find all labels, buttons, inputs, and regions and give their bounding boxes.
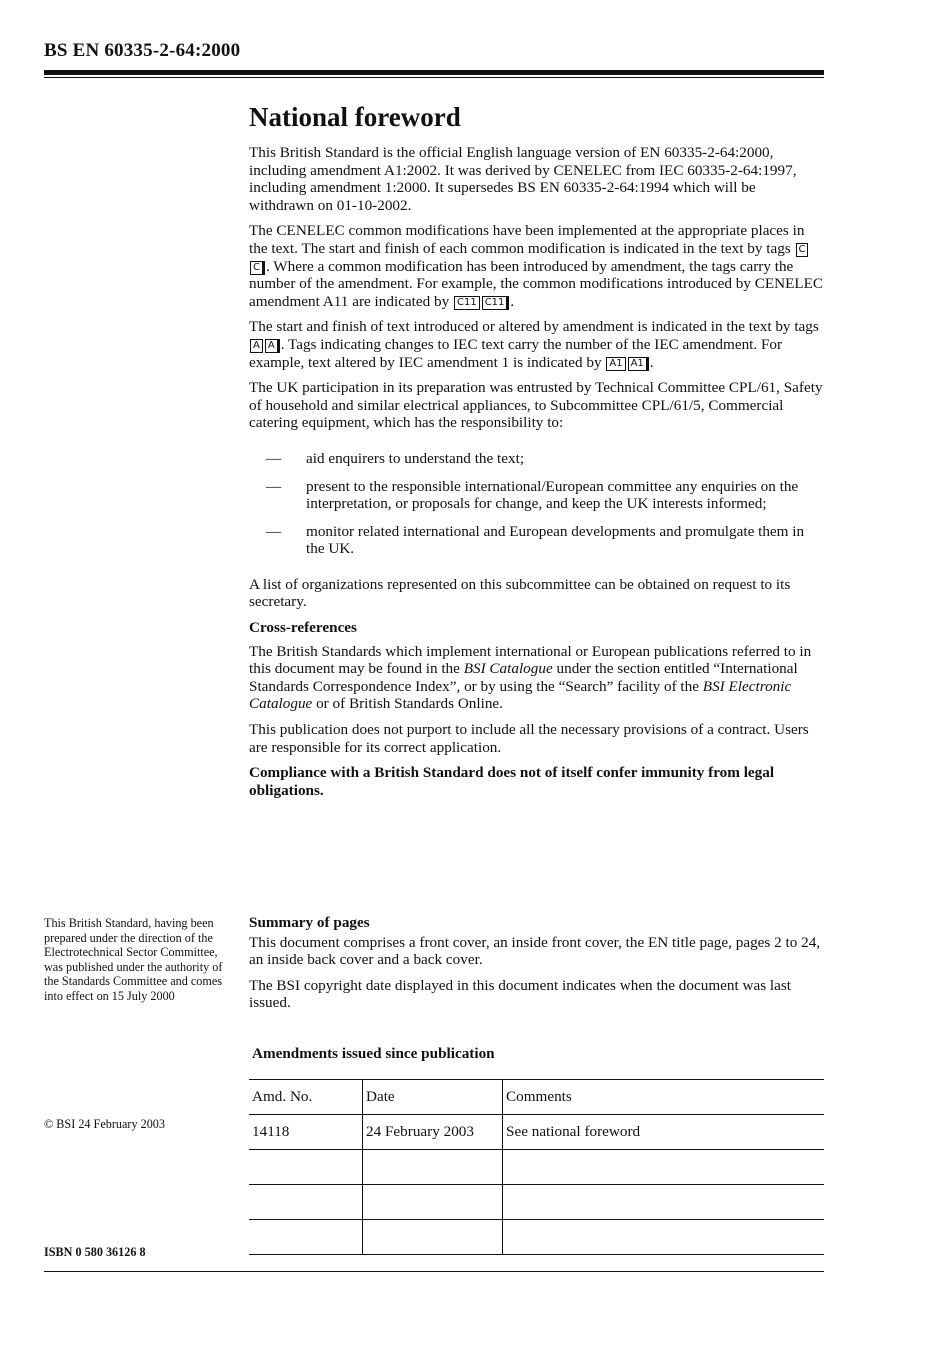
table-cell bbox=[503, 1220, 825, 1255]
tag-a-close: A bbox=[265, 339, 280, 353]
list-item bbox=[249, 450, 824, 468]
table-cell: See national foreword bbox=[503, 1115, 825, 1150]
text-run: under the section entitled “International Standards Correspondence Index”, or by using the “Search” facility of the bbox=[249, 660, 798, 695]
paragraph-cenelec-modifications bbox=[249, 222, 824, 310]
text-run: The CENELEC common modifications have been implemented at the appropriate places in the text. The start and finish of each common modification is indicated in the text by tags bbox=[249, 222, 805, 257]
paragraph-organizations: A list of organizations represented on this subcommittee can be obtained on request to its secretary. bbox=[249, 575, 791, 611]
list-item-text: present to the responsible international/European committee any enquiries on the interpretation, or proposals for change, and keep the UK interests informed; bbox=[306, 477, 799, 513]
amendments-table bbox=[249, 1079, 824, 1255]
bsi-catalogue-title: BSI Catalogue bbox=[463, 660, 553, 678]
amendments-title: Amendments issued since publication bbox=[252, 1045, 495, 1062]
table-cell: 14118 bbox=[249, 1115, 363, 1150]
table-cell bbox=[363, 1220, 503, 1255]
table-cell bbox=[249, 1150, 363, 1185]
header-rule-thin bbox=[44, 77, 824, 78]
table-cell bbox=[503, 1150, 825, 1185]
cross-references-heading: Cross-references bbox=[249, 619, 357, 637]
summary-paragraph-pages: This document comprises a front cover, an inside front cover, the EN title page, pages 2 to 24, an inside back cover and a back cover. bbox=[249, 933, 821, 969]
tag-c11-close: C11 bbox=[482, 296, 510, 310]
list-item-text: aid enquirers to understand the text; bbox=[306, 449, 525, 467]
header-rule-thick bbox=[44, 70, 824, 75]
table-cell bbox=[363, 1150, 503, 1185]
tag-a-open: A bbox=[250, 339, 263, 353]
text-run: or of British Standards Online. bbox=[312, 695, 503, 713]
text-run: . Where a common modification has been introduced by amendment, the tags carry the number of the amendment. For example, the common modifications introduced by CENELEC amendment A11 are indicated by bbox=[249, 257, 824, 310]
table-cell bbox=[363, 1185, 503, 1220]
table-header-row bbox=[249, 1080, 824, 1115]
footer-rule bbox=[44, 1271, 824, 1272]
table-cell bbox=[503, 1185, 825, 1220]
column-header-amd-no: Amd. No. bbox=[249, 1080, 363, 1115]
tag-c11-open: C11 bbox=[454, 296, 480, 310]
paragraph-provisions: This publication does not purport to include all the necessary provisions of a contract. Users are responsible for its correct application. bbox=[249, 721, 809, 756]
tag-c-close: C bbox=[250, 261, 265, 275]
dash-mark: — bbox=[266, 477, 282, 495]
table-row bbox=[249, 1185, 824, 1220]
list-item bbox=[249, 478, 824, 513]
tag-a1-close: A1 bbox=[628, 357, 649, 371]
paragraph-uk-participation: The UK participation in its preparation was entrusted by Technical Committee CPL/61, Safety of household and similar electrical appliances, to Subcommittee CPL/61/5, Commercial catering equipment, which has the responsibility to: bbox=[249, 379, 823, 432]
page-title: National foreword bbox=[249, 102, 461, 132]
responsibility-list bbox=[249, 450, 824, 558]
dash-mark: — bbox=[266, 522, 282, 540]
table-row bbox=[249, 1220, 824, 1255]
paragraph-amendment-tags bbox=[249, 318, 824, 371]
bsi-electronic-catalogue-title: BSI Electronic Catalogue bbox=[249, 677, 792, 713]
text-run: . bbox=[510, 292, 515, 310]
publication-note: This British Standard, having been prepared under the direction of the Electrotechnical Sector Committee, was published under the authority of the Standards Committee and comes into effect on 15 July 2000 bbox=[44, 916, 223, 1003]
table-cell: 24 February 2003 bbox=[363, 1115, 503, 1150]
table-cell bbox=[249, 1185, 363, 1220]
text-run: . Tags indicating changes to IEC text carry the number of the IEC amendment. For example, text altered by IEC amendment 1 is indicated by bbox=[249, 335, 783, 371]
paragraph-intro: This British Standard is the official English language version of EN 60335-2-64:2000, including amendment A1:2002. It was derived by CENELEC from IEC 60335-2-64:1997, including amendment 1:2000. It supersedes BS EN 60335-2-64:1994 which will be withdrawn on 01-10-2002. bbox=[249, 144, 797, 214]
copyright-notice: © BSI 24 February 2003 bbox=[44, 1117, 165, 1131]
table-row bbox=[249, 1115, 824, 1150]
text-run: The start and finish of text introduced or altered by amendment is indicated in the text by tags bbox=[249, 318, 819, 336]
summary-paragraph-copyright: The BSI copyright date displayed in this document indicates when the document was last issued. bbox=[249, 976, 791, 1012]
column-header-comments: Comments bbox=[503, 1080, 825, 1115]
paragraph-cross-references bbox=[249, 643, 824, 713]
column-header-date: Date bbox=[363, 1080, 503, 1115]
text-run: The British Standards which implement international or European publications referred to in this document may be found in the bbox=[249, 642, 812, 678]
table-row bbox=[249, 1150, 824, 1185]
summary-section bbox=[249, 914, 824, 1020]
table-cell bbox=[249, 1220, 363, 1255]
tag-c-open: C bbox=[796, 243, 809, 257]
isbn: ISBN 0 580 36126 8 bbox=[44, 1245, 146, 1259]
tag-a1-open: A1 bbox=[606, 357, 625, 371]
summary-heading: Summary of pages bbox=[249, 914, 370, 931]
foreword-section bbox=[249, 100, 824, 807]
text-run: . bbox=[649, 353, 654, 371]
list-item bbox=[249, 523, 824, 558]
dash-mark: — bbox=[266, 449, 282, 467]
paragraph-compliance: Compliance with a British Standard does not of itself confer immunity from legal obligations. bbox=[249, 764, 775, 799]
document-id: BS EN 60335-2-64:2000 bbox=[44, 40, 241, 61]
list-item-text: monitor related international and European developments and promulgate them in the UK. bbox=[306, 522, 805, 558]
